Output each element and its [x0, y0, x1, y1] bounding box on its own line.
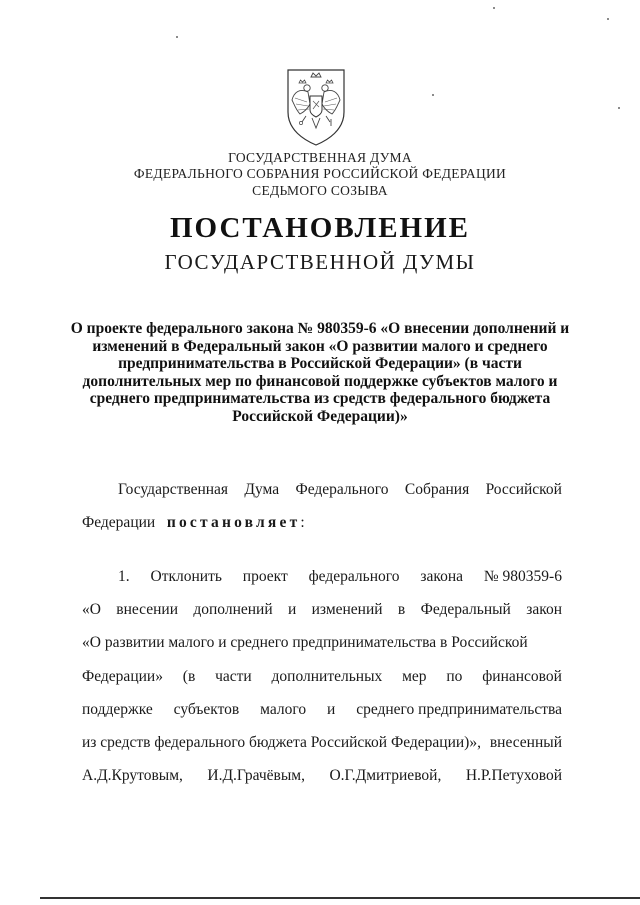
- word: проект: [242, 568, 288, 585]
- word: закон: [526, 601, 562, 618]
- word: по: [446, 668, 463, 685]
- author-name: Н.Р.Петуховой: [465, 767, 562, 784]
- parliament-name: ГОСУДАРСТВЕННАЯ ДУМА: [228, 150, 412, 165]
- word: «О: [82, 601, 101, 618]
- word: (в: [182, 668, 196, 685]
- word: Федерации: [82, 514, 156, 531]
- word: финансовой: [482, 668, 562, 685]
- resolution-subject: [70, 320, 570, 426]
- subject-line: Российской Федерации)»: [232, 407, 408, 425]
- item1-line: [82, 767, 562, 785]
- subject-line: предпринимательства в Российской Федерации» (в части: [118, 355, 522, 373]
- word: Дума: [244, 481, 280, 498]
- subject-line: дополнительных мер по финансовой поддержке субъектов малого и: [82, 372, 558, 390]
- word: Российской: [485, 481, 562, 498]
- item1-line: [82, 734, 562, 752]
- subject-line: среднего предпринимательства из средств федерального бюджета: [89, 390, 551, 408]
- bill-number: № 980359-6: [483, 568, 562, 585]
- word: части: [215, 668, 252, 685]
- word: и: [287, 601, 297, 618]
- item1-line: [82, 668, 562, 686]
- item1-line: [82, 701, 562, 719]
- word: Федерации»: [82, 668, 163, 685]
- word: в: [397, 601, 406, 618]
- text: из средств федерального бюджета Российской Федерации)»,: [82, 734, 481, 751]
- subject-line: изменений в Федеральный закон «О развитии малого и среднего: [92, 337, 548, 355]
- word: закона: [420, 568, 464, 585]
- word: Собрания: [404, 481, 470, 498]
- item1-line: [118, 568, 562, 586]
- convocation: СЕДЬМОГО СОЗЫВА: [252, 183, 388, 198]
- preamble-line: [118, 481, 562, 499]
- word: дополнительных: [271, 668, 383, 685]
- scan-speck: [618, 107, 620, 109]
- word: изменений: [311, 601, 383, 618]
- scan-speck: [176, 36, 178, 38]
- word: и: [326, 701, 336, 718]
- russian-coat-of-arms-icon: [280, 66, 352, 148]
- page-bottom-rule: [40, 897, 640, 899]
- item-number: 1.: [118, 568, 130, 585]
- word: дополнений: [193, 601, 273, 618]
- scan-speck: [432, 94, 434, 96]
- word: среднего предпринимательства: [356, 701, 562, 718]
- scan-speck: [493, 7, 495, 9]
- word: Государственная: [118, 481, 229, 498]
- word: Федеральный: [420, 601, 511, 618]
- author-name: И.Д.Грачёвым,: [207, 767, 305, 784]
- word: федерального: [308, 568, 400, 585]
- document-issuer: ГОСУДАРСТВЕННОЙ ДУМЫ: [164, 250, 476, 274]
- assembly-name: ФЕДЕРАЛЬНОГО СОБРАНИЯ РОССИЙСКОЙ ФЕДЕРАЦИИ: [133, 166, 507, 181]
- word: внесенный: [489, 734, 562, 751]
- word: субъектов: [173, 701, 240, 718]
- document-type: ПОСТАНОВЛЕНИЕ: [169, 212, 470, 244]
- word: мер: [402, 668, 427, 685]
- resolution-verb: постановляет: [166, 514, 301, 531]
- author-name: А.Д.Крутовым,: [82, 767, 183, 784]
- colon: :: [300, 514, 305, 531]
- word: внесении: [116, 601, 179, 618]
- scan-speck: [607, 18, 609, 20]
- item1-line: [82, 634, 562, 652]
- word: малого: [260, 701, 307, 718]
- preamble-line: [82, 515, 305, 531]
- author-name: О.Г.Дмитриевой,: [329, 767, 442, 784]
- subject-line: О проекте федерального закона № 980359-6 «О внесении дополнений и: [70, 320, 570, 337]
- item1-line: [82, 601, 562, 619]
- word: Отклонить: [150, 568, 222, 585]
- word: поддержке: [82, 701, 153, 718]
- word: Федерального: [295, 481, 389, 498]
- text: «О развитии малого и среднего предпринимательства в Российской: [82, 634, 528, 651]
